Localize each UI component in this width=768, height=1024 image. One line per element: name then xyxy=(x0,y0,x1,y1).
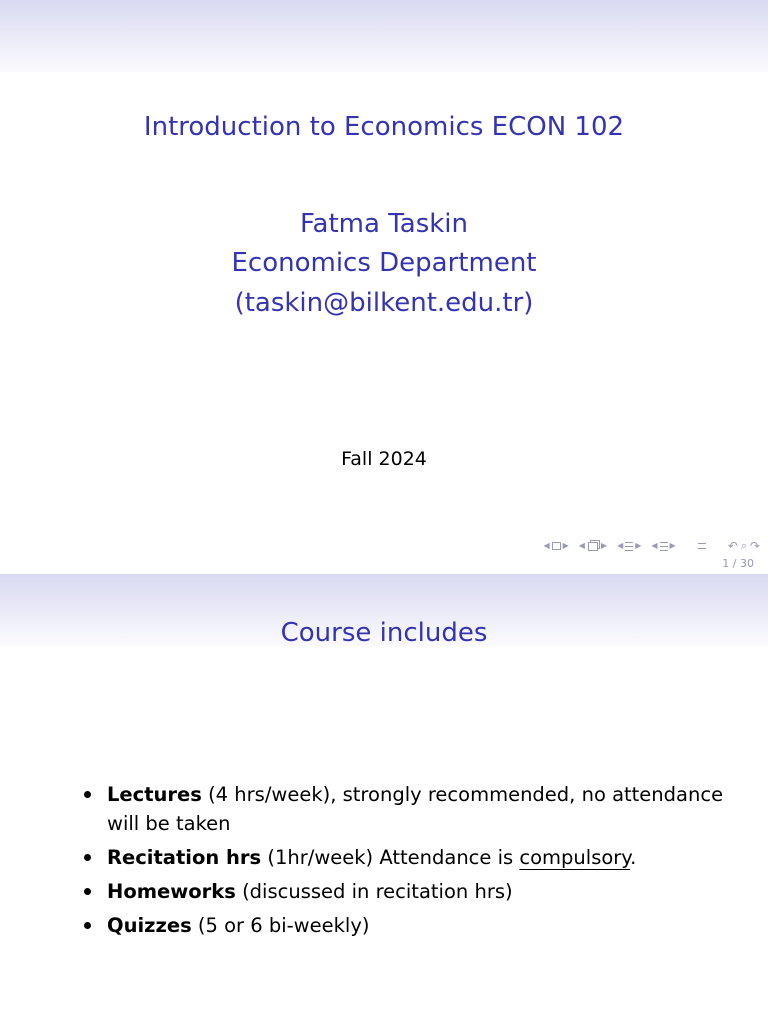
frame-icon[interactable] xyxy=(552,542,561,550)
frame-next-icon[interactable]: ▶ xyxy=(562,541,569,550)
list-item xyxy=(80,780,730,838)
item-text: (5 or 6 bi-weekly) xyxy=(191,914,370,937)
subsection-icon[interactable] xyxy=(588,542,598,551)
item-text: (discussed in recitation hrs) xyxy=(235,880,513,903)
author-email: (taskin@bilkent.edu.tr) xyxy=(234,288,534,318)
document-prev-icon[interactable]: ◀ xyxy=(651,541,658,550)
frame-prev-icon[interactable]: ◀ xyxy=(543,541,550,550)
item-after-text: . xyxy=(630,846,637,869)
item-label: Homeworks xyxy=(107,880,236,903)
course-items-list xyxy=(80,780,730,945)
presentation-date: Fall 2024 xyxy=(341,448,427,470)
author-name: Fatma Taskin xyxy=(299,209,469,239)
course-includes-slide xyxy=(0,574,768,1024)
item-text: (4 hrs/week), strongly recommended, no attendance will be taken xyxy=(107,783,724,835)
bullet-icon xyxy=(84,791,91,798)
item-text: (1hr/week) Attendance is xyxy=(261,846,520,869)
list-item xyxy=(80,877,730,906)
author-department: Economics Department xyxy=(231,248,537,278)
item-label: Lectures xyxy=(107,783,202,806)
bullet-icon xyxy=(84,888,91,895)
header-band xyxy=(0,0,768,72)
document-next-icon[interactable]: ▶ xyxy=(669,541,676,550)
section-prev-icon[interactable]: ◀ xyxy=(617,541,624,550)
presentation-title: Introduction to Economics ECON 102 xyxy=(143,112,625,142)
list-item xyxy=(80,911,730,940)
document-icon[interactable] xyxy=(660,542,668,551)
item-underlined-text: compulsory xyxy=(519,846,631,869)
item-label: Recitation hrs xyxy=(107,846,262,869)
bullet-icon xyxy=(84,854,91,861)
beamer-navigation-bar xyxy=(543,537,760,555)
appendix-icon[interactable] xyxy=(698,543,706,549)
back-icon[interactable]: ↶ xyxy=(727,539,738,553)
page-number: 1 / 30 xyxy=(722,557,754,570)
list-item xyxy=(80,843,730,872)
subsection-prev-icon[interactable]: ◀ xyxy=(578,541,585,550)
search-icon[interactable]: ⌕ xyxy=(740,539,747,552)
bullet-icon xyxy=(84,922,91,929)
section-icon[interactable] xyxy=(625,542,633,551)
forward-icon[interactable]: ↷ xyxy=(749,539,760,553)
subsection-next-icon[interactable]: ▶ xyxy=(600,541,608,550)
frame-title: Course includes xyxy=(280,618,488,648)
item-label: Quizzes xyxy=(107,914,192,937)
section-next-icon[interactable]: ▶ xyxy=(635,541,642,550)
